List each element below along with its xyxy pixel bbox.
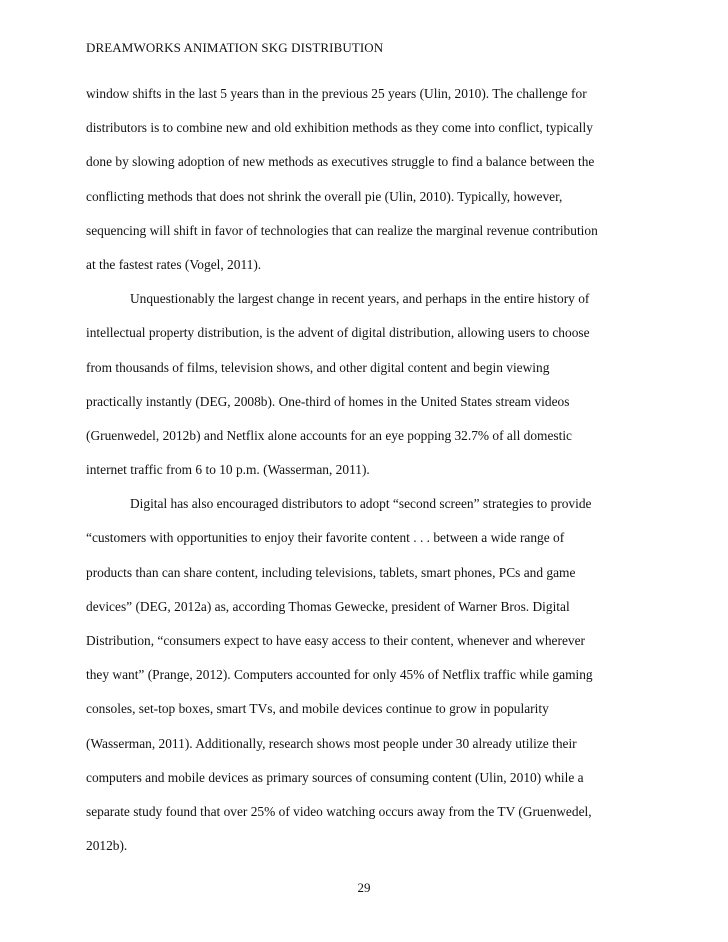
text-line: Distribution, “consumers expect to have easy access to their content, whenever and wherever [86, 633, 585, 648]
paragraph-first-line: Digital has also encouraged distributors to adopt “second screen” strategies to provide [130, 496, 592, 512]
text-line: “customers with opportunities to enjoy their favorite content . . . between a wide range of [86, 530, 565, 546]
paragraph-first-line: Unquestionably the largest change in recent years, and perhaps in the entire history of [130, 291, 590, 307]
text-line: products than can share content, including televisions, tablets, smart phones, PCs and game [86, 564, 576, 580]
text-line: consoles, set-top boxes, smart TVs, and mobile devices continue to grow in popularity [86, 701, 549, 717]
text-line: from thousands of films, television shows, and other digital content and begin viewing [86, 359, 550, 375]
text-line: internet traffic from 6 to 10 p.m. (Wasserman, 2011). [86, 462, 370, 478]
text-line: at the fastest rates (Vogel, 2011). [86, 256, 262, 272]
text-line: sequencing will shift in favor of technologies that can realize the marginal revenue contribution [86, 222, 598, 238]
text-line: conflicting methods that does not shrink the overall pie (Ulin, 2010). Typically, however, [86, 188, 563, 204]
text-line: practically instantly (DEG, 2008b). One-third of homes in the United States stream videos [86, 393, 570, 409]
body-text [86, 84, 646, 870]
text-line: done by slowing adoption of new methods as executives struggle to find a balance between the [86, 154, 595, 170]
text-line: distributors is to combine new and old exhibition methods as they come into conflict, typically [86, 120, 593, 136]
text-line: 2012b). [86, 838, 128, 854]
text-line: intellectual property distribution, is the advent of digital distribution, allowing users to choose [86, 325, 590, 341]
text-line: computers and mobile devices as primary sources of consuming content (Ulin, 2010) while a [86, 769, 584, 785]
page-number: 29 [357, 880, 371, 895]
text-line: separate study found that over 25% of video watching occurs away from the TV (Gruenwedel, [86, 803, 592, 819]
running-head: DREAMWORKS ANIMATION SKG DISTRIBUTION [86, 40, 384, 55]
text-line: window shifts in the last 5 years than in the previous 25 years (Ulin, 2010). The challenge for [86, 86, 587, 101]
text-line: they want” (Prange, 2012). Computers accounted for only 45% of Netflix traffic while gaming [86, 667, 593, 683]
text-line: devices” (DEG, 2012a) as, according Thomas Gewecke, president of Warner Bros. Digital [86, 598, 570, 614]
text-line: (Gruenwedel, 2012b) and Netflix alone accounts for an eye popping 32.7% of all domestic [86, 427, 573, 443]
text-line: (Wasserman, 2011). Additionally, research shows most people under 30 already utilize their [86, 735, 577, 751]
